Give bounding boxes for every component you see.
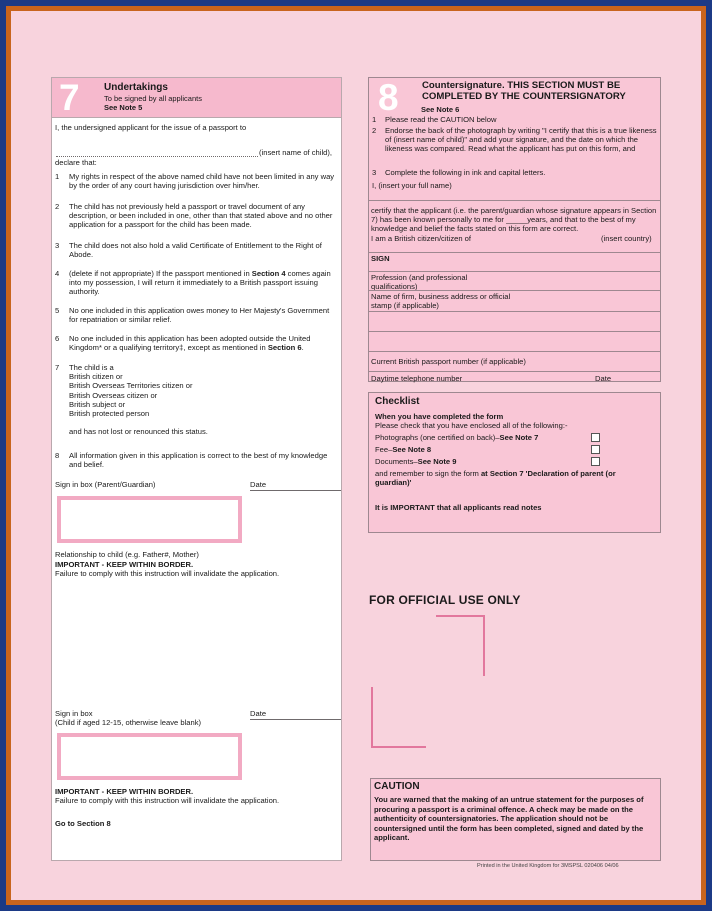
remember-bold: at Section 7 'Declaration of parent (or guardian)' <box>375 469 616 488</box>
firm-row[interactable] <box>369 290 660 311</box>
passport-row[interactable] <box>369 351 660 371</box>
status-line: British subject or <box>69 399 126 409</box>
print-footer: Printed in the United Kingdom for 3MSPSL 020406 04/06 <box>477 863 619 869</box>
checklist-photos <box>375 433 538 442</box>
item-text-bold: Section 4 <box>251 269 286 278</box>
step-text: Complete the following in ink and capital letters. <box>385 168 546 177</box>
status-line: The child is a <box>69 363 114 372</box>
section-7-undertakings <box>51 77 342 861</box>
status-line: British citizen or <box>69 372 123 382</box>
declare-text: declare that: <box>55 158 97 167</box>
caution-panel <box>370 778 661 861</box>
countersign-step-1 <box>372 115 658 124</box>
undertaking-item-1 <box>55 172 335 190</box>
date-line-2[interactable] <box>250 719 341 720</box>
checklist-panel <box>368 392 661 533</box>
child-signature-box[interactable] <box>57 733 242 780</box>
full-name-label: I, (insert your full name) <box>372 181 452 190</box>
child-name-line[interactable] <box>56 156 258 157</box>
passport-label: Current British passport number (if applicable) <box>371 357 526 366</box>
item-text: The child does not also hold a valid Certificate of Entitlement to the Right of Abode. <box>69 241 322 260</box>
parent-signature-box[interactable] <box>57 496 242 543</box>
undertaking-item-7 <box>55 363 335 436</box>
firm-row-2[interactable] <box>369 311 660 331</box>
stamp-corner-bottom <box>371 746 426 748</box>
insert-child-label: (insert name of child), <box>259 148 333 157</box>
firm-label: Name of firm, business address or official stamp (if applicable) <box>371 292 511 311</box>
countersign-step-3 <box>372 168 658 177</box>
goto-section-8: Go to Section 8 <box>55 819 111 828</box>
checklist-title: Checklist <box>375 396 420 407</box>
checklist-remember <box>375 469 647 487</box>
profession-label: Profession (and professional qualifications) <box>371 273 468 292</box>
checklist-important: It is IMPORTANT that all applicants read notes <box>375 503 542 512</box>
undertaking-item-3 <box>55 241 335 259</box>
item-number: 1 <box>55 172 60 181</box>
photos-label: Photographs (one certified on back)– <box>375 433 500 442</box>
phone-label: Daytime telephone number <box>371 374 463 383</box>
item-number: 3 <box>55 241 60 250</box>
undertaking-item-2 <box>55 202 335 230</box>
undertaking-item-5 <box>55 306 335 324</box>
profession-row[interactable] <box>369 271 660 290</box>
step-number: 1 <box>372 115 377 124</box>
countersign-step-2 <box>372 126 658 154</box>
section-8-header <box>369 78 660 120</box>
sign-row[interactable] <box>369 252 660 271</box>
stamp-corner-top <box>436 615 485 617</box>
date-label-2: Date <box>250 709 267 718</box>
phone-row[interactable] <box>369 371 660 383</box>
sign-label: SIGN <box>371 254 390 263</box>
item-text: No one included in this application owes money to Her Majesty's Government for repatriation or similar relief. <box>69 306 330 325</box>
item-number: 5 <box>55 306 60 315</box>
item-text <box>69 269 335 297</box>
step-number: 2 <box>372 126 377 135</box>
item-text: My rights in respect of the above named child have not been limited in any way by the order of any court having jurisdiction over him/her. <box>69 172 335 191</box>
status-line: British protected person <box>69 409 150 419</box>
official-use-title: FOR OFFICIAL USE ONLY <box>369 593 521 607</box>
checklist-when: When you have completed the form <box>375 412 504 421</box>
step-number: 3 <box>372 168 377 177</box>
caution-text: You are warned that the making of an untrue statement for the purposes of procuring a passport is a criminal offence. A check may be made on the authenticity of countersignatories. The application should not be countersigned until the form has been completed, signed and dated by the applicant. <box>374 795 644 843</box>
fee-note: See Note 8 <box>392 445 432 454</box>
section-7-title: Undertakings <box>104 82 168 93</box>
docs-label: Documents– <box>375 457 418 466</box>
item-number: 7 <box>55 363 60 372</box>
checklist-docs <box>375 457 456 466</box>
photos-checkbox[interactable] <box>591 433 600 442</box>
section-8-note: See Note 6 <box>421 105 460 114</box>
remember-text: and remember to sign the form <box>375 469 481 478</box>
certify-text: certify that the applicant (i.e. the parent/guardian whose signature appears in Section 7) has been known personally to me for _____years, and that to the best of my knowledge and belief the facts stated on this form are correct. <box>371 206 657 234</box>
fee-checkbox[interactable] <box>591 445 600 454</box>
item-number: 6 <box>55 334 60 343</box>
item-number: 4 <box>55 269 60 278</box>
important-text-2: Failure to comply with this instruction will invalidate the application. <box>55 796 280 805</box>
item-text-post: comes again into my possession, I will return it immediately to a British passport issuing authority. <box>69 269 331 297</box>
undertaking-item-6 <box>55 334 335 352</box>
firm-row-3[interactable] <box>369 331 660 351</box>
photos-note: See Note 7 <box>499 433 539 442</box>
undertaking-item-8 <box>55 451 335 469</box>
status-after: and has not lost or renounced this status. <box>69 427 208 437</box>
form-page <box>11 11 701 900</box>
relationship-label: Relationship to child (e.g. Father#, Mother) <box>55 550 199 559</box>
section-8-number: 8 <box>378 77 399 118</box>
item-text-bold: Section 6 <box>267 343 302 353</box>
sign-label-child-note: (Child if aged 12-15, otherwise leave blank) <box>55 718 202 727</box>
section-7-note: See Note 5 <box>104 103 143 112</box>
section-8-title: Countersignature. THIS SECTION MUST BE COMPLETED BY THE COUNTERSIGNATORY <box>422 80 626 102</box>
sign-label-parent: Sign in box (Parent/Guardian) <box>55 480 156 489</box>
caution-title: CAUTION <box>374 781 420 792</box>
undertaking-item-4 <box>55 269 335 297</box>
docs-note: See Note 9 <box>417 457 457 466</box>
checklist-fee <box>375 445 431 454</box>
item-text-post: . <box>301 343 304 353</box>
item-text-pre: No one included in this application has been adopted outside the United Kingdom* or a qualifying territory‡, except as mentioned in <box>69 334 311 353</box>
step-text: Please read the CAUTION below <box>385 115 497 124</box>
date-line-1[interactable] <box>250 490 341 491</box>
item-text: The child has not previously held a passport or travel document of any description, or been included in one, other than that stated above and no other application for a passport for the child has been made. <box>69 202 333 230</box>
date-label-1: Date <box>250 480 267 489</box>
intro-text: I, the undersigned applicant for the issue of a passport to <box>55 123 247 132</box>
item-text: All information given in this application is correct to the best of my knowledge and belief. <box>69 451 328 470</box>
item-text-pre: (delete if not appropriate) If the passport mentioned in <box>69 269 252 278</box>
section-8-countersignature <box>368 77 661 382</box>
fee-label: Fee– <box>375 445 393 454</box>
item-text <box>69 363 335 436</box>
insert-country-label: (insert country) <box>601 234 652 243</box>
stamp-corner-right <box>483 615 485 676</box>
important-title-1: IMPORTANT - KEEP WITHIN BORDER. <box>55 560 194 569</box>
certify-row[interactable] <box>369 200 660 252</box>
section-7-subtitle: To be signed by all applicants <box>104 94 202 103</box>
step-text: Endorse the back of the photograph by writing "I certify that this is a true likeness of (insert name of child)" and add your signature, and the date on which the likeness was compared. Read what the applicant has put on this form, and <box>385 126 657 154</box>
item-number: 8 <box>55 451 60 460</box>
section-7-number: 7 <box>59 77 80 118</box>
stamp-corner-left <box>371 687 373 748</box>
sign-label-child: Sign in box <box>55 709 93 718</box>
item-text <box>69 334 335 352</box>
important-title-2: IMPORTANT - KEEP WITHIN BORDER. <box>55 787 194 796</box>
citizen-label: I am a British citizen/citizen of <box>371 234 472 243</box>
status-line: British Overseas Territories citizen or <box>69 381 193 391</box>
docs-checkbox[interactable] <box>591 457 600 466</box>
important-text-1: Failure to comply with this instruction will invalidate the application. <box>55 569 280 578</box>
item-number: 2 <box>55 202 60 211</box>
checklist-please: Please check that you have enclosed all of the following:- <box>375 421 568 430</box>
status-line: British Overseas citizen or <box>69 390 158 400</box>
phone-date-label: Date <box>595 374 612 383</box>
section-7-header <box>52 78 341 118</box>
